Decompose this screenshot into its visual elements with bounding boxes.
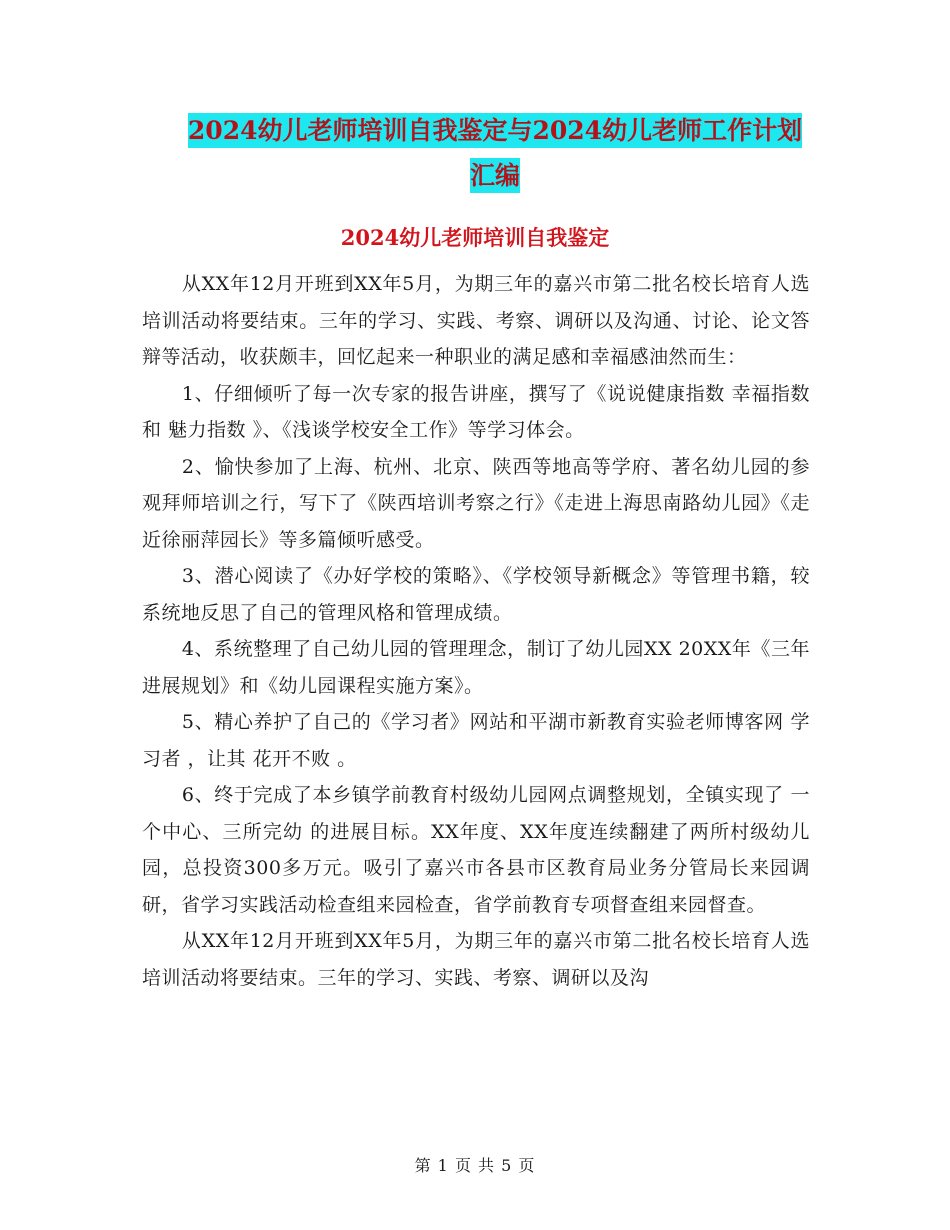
paragraph-intro: 从XX年12月开班到XX年5月，为期三年的嘉兴市第二批名校长培育人选培训活动将要结束。三年的学习、实践、考察、调研以及沟通、讨论、论文答辩等活动，收获颇丰，回忆起来一种职业的满足感和幸福感油然而生： [142, 273, 810, 368]
paragraph-repeat: 从XX年12月开班到XX年5月，为期三年的嘉兴市第二批名校长培育人选培训活动将要结束。三年的学习、实践、考察、调研以及沟 [142, 930, 810, 989]
document-body [142, 266, 810, 996]
section-title: 2024幼儿老师培训自我鉴定 [340, 225, 610, 250]
paragraph-item-1: 1、仔细倾听了每一次专家的报告讲座，撰写了《说说健康指数 幸福指数 和 魅力指数 》、《浅谈学校安全工作》等学习体会。 [142, 382, 810, 441]
document-title-line2: 汇编 [470, 158, 520, 193]
paragraph-item-6: 6、终于完成了本乡镇学前教育村级幼儿园网点调整规划，全镇实现了 一个中心、三所完幼 的进展目标。XX年度、XX年度连续翻建了两所村级幼儿园，总投资300多万元。吸引了嘉兴市各县市区教育局业务分管局长来园调研，省学习实践活动检查组来园检查，省学前教育专项督查组来园督查。 [142, 784, 810, 916]
paragraph-item-5: 5、精心养护了自己的《学习者》网站和平湖市新教育实验老师博客网 学习者 ，让其 花开不败 。 [142, 711, 810, 770]
paragraph-item-2: 2、愉快参加了上海、杭州、北京、陕西等地高等学府、著名幼儿园的参观拜师培训之行，写下了《陕西培训考察之行》《走进上海思南路幼儿园》《走近徐丽萍园长》等多篇倾听感受。 [142, 455, 810, 551]
page-footer: 第 1 页 共 5 页 [414, 1156, 536, 1175]
document-title-line1: 2024幼儿老师培训自我鉴定与2024幼儿老师工作计划 [188, 113, 802, 148]
paragraph-item-4: 4、系统整理了自己幼儿园的管理理念，制订了幼儿园XX 20XX年《三年进展规划》和《幼儿园课程实施方案》。 [142, 638, 810, 697]
document-title [140, 108, 850, 198]
paragraph-item-3: 3、潜心阅读了《办好学校的策略》、《学校领导新概念》等管理书籍，较系统地反思了自己的管理风格和管理成绩。 [142, 565, 810, 624]
